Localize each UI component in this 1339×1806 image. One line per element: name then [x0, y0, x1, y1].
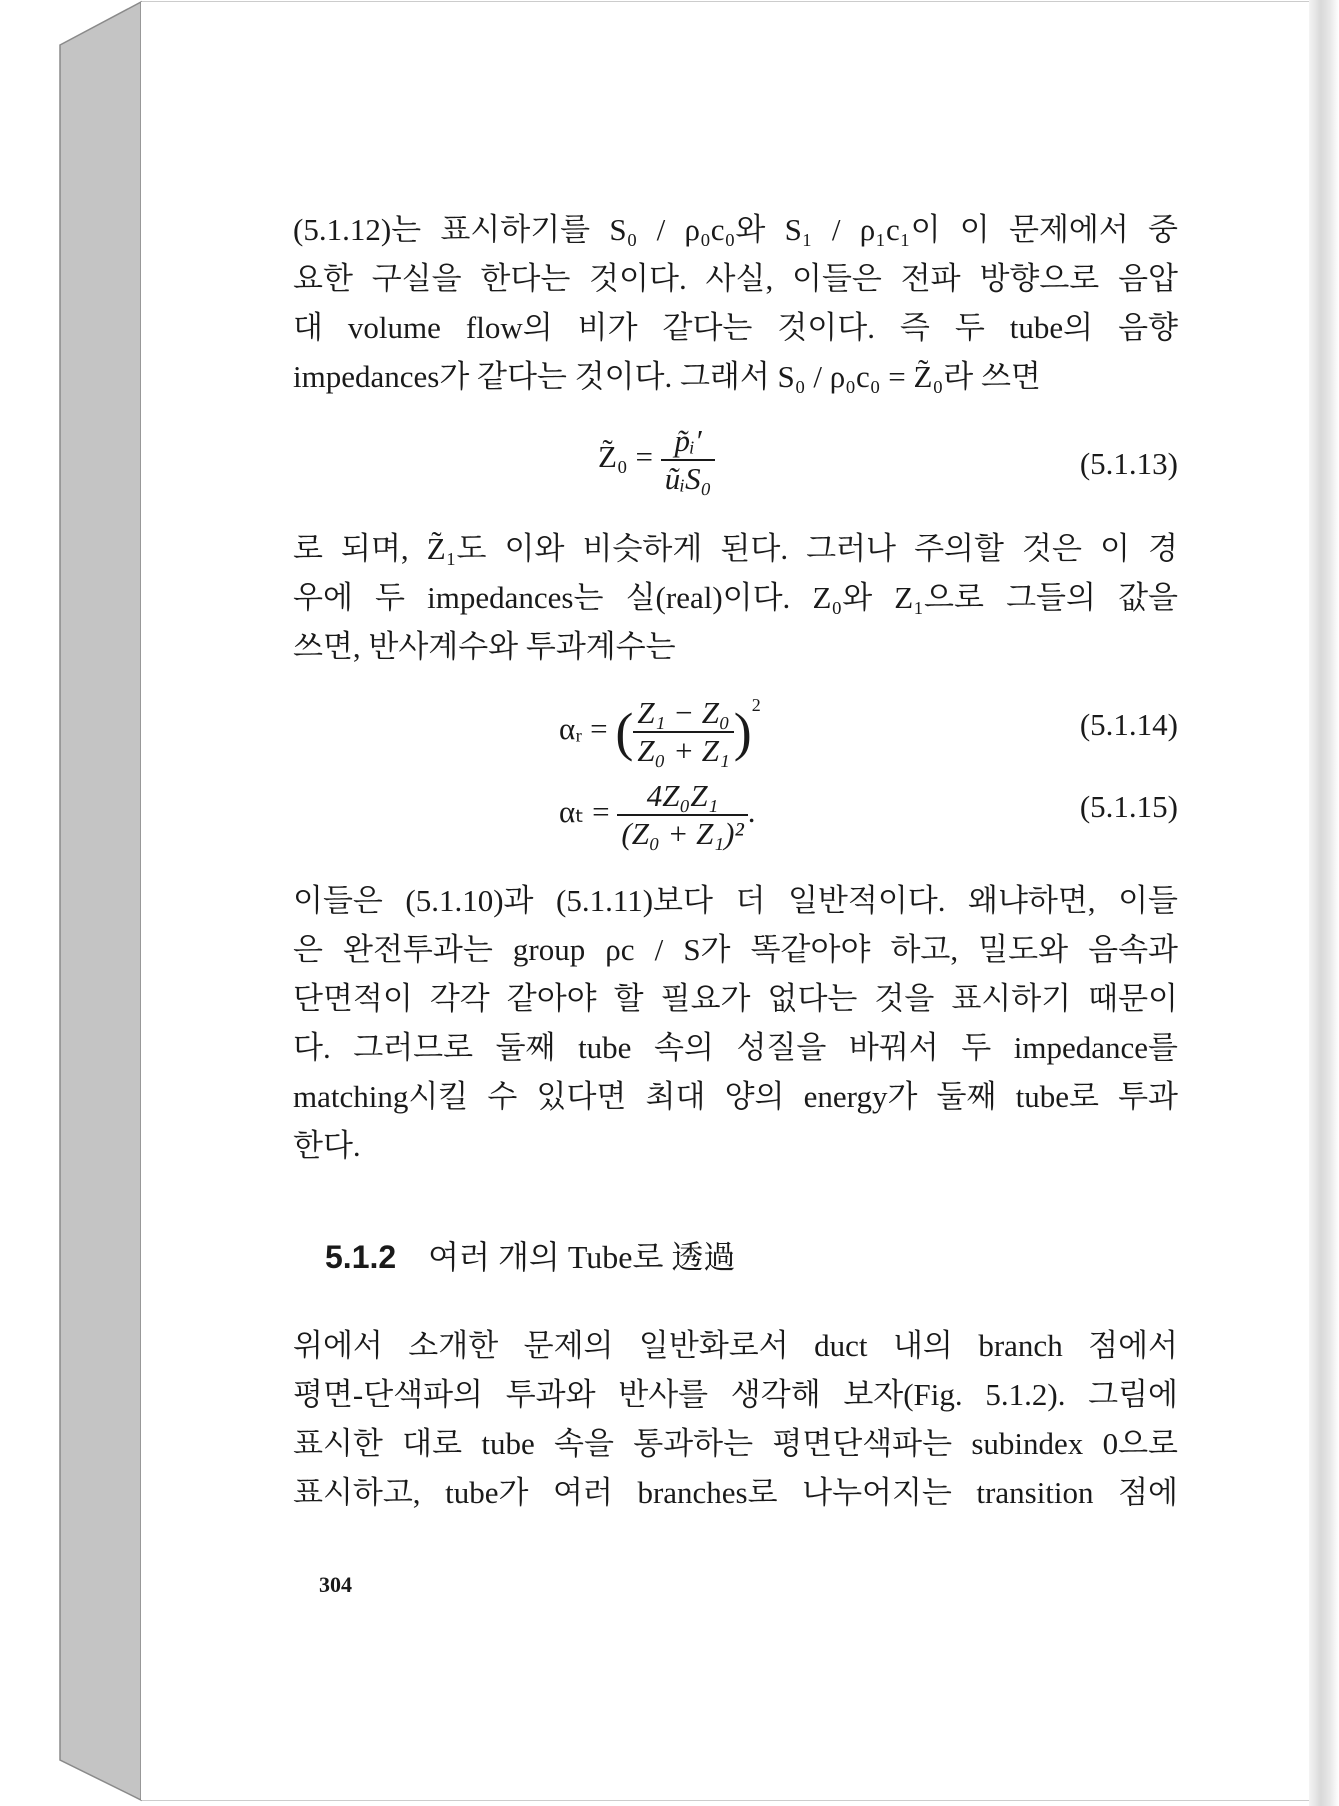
text-line: 표시하고, tube가 여러 branches로 나누어지는 transition 점에 — [293, 1475, 1178, 1510]
page-edge-shadow — [1309, 0, 1339, 1806]
paragraph-4 — [293, 1321, 1178, 1517]
text-line: 위에서 소개한 문제의 일반화로서 duct 내의 branch 점에서 — [293, 1328, 1178, 1363]
paragraph-3 — [293, 876, 1178, 1170]
equation-fraction — [661, 423, 716, 497]
paragraph-1 — [293, 205, 1178, 401]
text-line: 대 volume flow의 비가 같다는 것이다. 즉 두 tube의 음향 — [293, 310, 1178, 345]
equation-number: (5.1.13) — [1079, 446, 1178, 481]
right-paren: ) — [733, 702, 752, 762]
text-line: matching시킬 수 있다면 최대 양의 energy가 둘째 tube로 투과 — [293, 1079, 1178, 1114]
text-line: 평면-단색파의 투과와 반사를 생각해 보자(Fig. 5.1.2). 그림에 — [293, 1377, 1178, 1412]
text-line: 표시한 대로 tube 속을 통과하는 평면단색파는 subindex 0으로 — [293, 1426, 1178, 1461]
equation-number: (5.1.14) — [1079, 707, 1178, 742]
equation-numerator: 4Z₀Z₁ — [617, 778, 747, 816]
equation-lhs: αᵣ = — [559, 711, 608, 747]
page-number: 304 — [319, 1572, 352, 1597]
equation-5-1-15 — [293, 778, 1178, 851]
text-line: 쓰면, 반사계수와 투과계수는 — [293, 629, 676, 664]
equation-denominator: ũᵢS₀ — [664, 461, 712, 496]
text-line: 우에 두 impedances는 실(real)이다. Z₀와 Z₁으로 그들의 값을 — [293, 580, 1178, 615]
text-line: 이들은 (5.1.10)과 (5.1.11)보다 더 일반적이다. 왜냐하면, 이들 — [293, 883, 1178, 918]
equation-fraction — [617, 778, 747, 852]
section-heading — [325, 1232, 735, 1278]
text-line: 요한 구실을 한다는 것이다. 사실, 이들은 전파 방향으로 음압 — [293, 261, 1178, 296]
text-line: 로 되며, Z̃₁도 이와 비슷하게 된다. 그러나 주의할 것은 이 경 — [293, 531, 1178, 566]
text-line: 다. 그러므로 둘째 tube 속의 성질을 바꿔서 두 impedance를 — [293, 1030, 1178, 1065]
text-line: 한다. — [293, 1128, 361, 1163]
text-line: (5.1.12)는 표시하기를 S₀ / ρ₀c₀와 S₁ / ρ₁c₁이 이 문제에서 중 — [293, 212, 1178, 247]
section-title: 여러 개의 Tube로 透過 — [428, 1239, 736, 1275]
text-line: 은 완전투과는 group ρc / S가 똑같아야 하고, 밀도와 음속과 — [293, 932, 1178, 967]
equation-denominator: Z₀ + Z₁ — [637, 733, 730, 768]
equation-lhs: αₜ = — [559, 794, 610, 830]
equation-period: . — [747, 794, 756, 830]
equation-5-1-13 — [293, 423, 1178, 496]
text-line: 단면적이 각각 같아야 할 필요가 없다는 것을 표시하기 때문이 — [293, 981, 1178, 1016]
equation-exponent: 2 — [751, 695, 761, 715]
left-paren: ( — [615, 702, 634, 762]
equation-fraction — [633, 695, 733, 769]
text-line: impedances가 같다는 것이다. 그래서 S₀ / ρ₀c₀ = Z̃₀라 쓰면 — [293, 359, 1041, 394]
section-number: 5.1.2 — [325, 1239, 397, 1275]
paragraph-2 — [293, 524, 1178, 671]
equation-numerator: Z₁ − Z₀ — [633, 695, 733, 733]
equation-5-1-14 — [293, 695, 1178, 768]
equation-numerator: p̃ᵢ′ — [661, 423, 716, 461]
equation-lhs: Z̃₀ = — [598, 439, 653, 475]
equation-number: (5.1.15) — [1079, 789, 1178, 824]
equation-denominator: (Z₀ + Z₁)² — [621, 816, 744, 851]
